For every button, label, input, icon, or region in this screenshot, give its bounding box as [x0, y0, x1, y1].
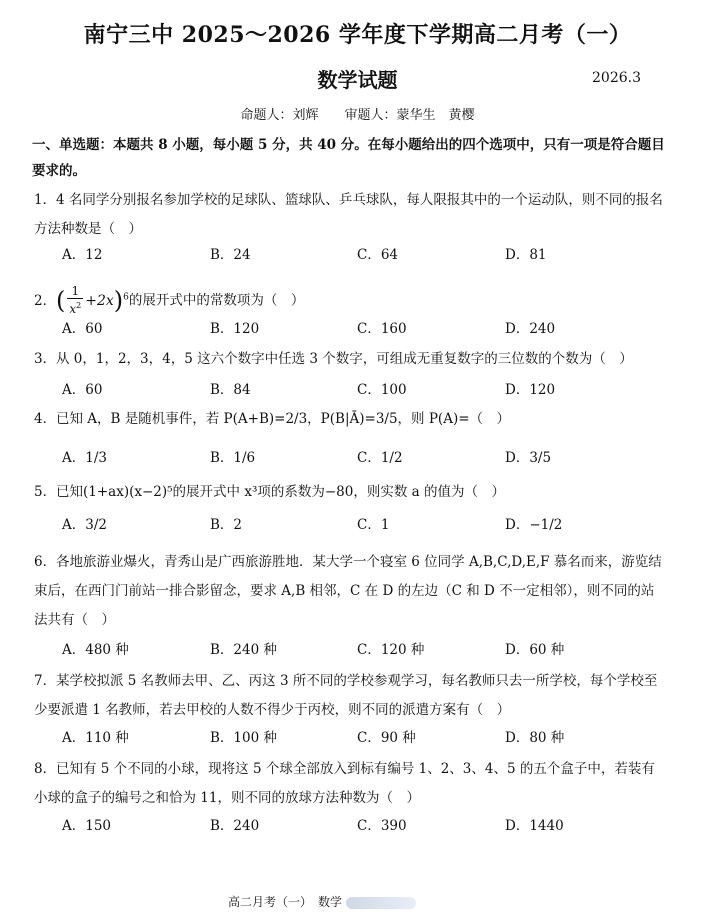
question-5: [34, 478, 664, 507]
question-text: 的展开式中的常数项为（ ）: [128, 292, 305, 309]
question-8-option-B: B．240: [210, 818, 260, 834]
question-number: 3．: [34, 351, 57, 367]
section-heading: 一、单选题：本题共 8 小题，每小题 5 分，共 40 分。在每小题给出的四个选项中，只有一项是符合题目要求的。: [32, 137, 665, 179]
footer-text: 高二月考（一） 数学: [228, 895, 343, 909]
question-5-option-B: B．2: [210, 517, 243, 533]
question-number: 1．: [34, 192, 57, 208]
question-text: 4 名同学分别报名参加学校的足球队、篮球队、乒乓球队，每人限报其中的一个运动队，则不同的报名方法种数是（ ）: [34, 192, 663, 237]
page-footer: [228, 893, 416, 910]
question-1-option-A: A．12: [62, 247, 103, 263]
question-3-option-B: B．84: [210, 382, 251, 398]
question-5-option-A: A．3/2: [62, 517, 107, 533]
question-2: [34, 283, 664, 316]
binomial-expression: ( $\frac{1}{x^2}$ +2x)$^6$: [56, 284, 129, 317]
question-8-option-A: A．150: [62, 818, 112, 834]
question-1: [34, 186, 664, 244]
question-6-option-C: C．120 种: [357, 642, 425, 658]
exam-title: 南宁三中 2025～2026 学年度下学期高二月考（一）: [83, 22, 632, 48]
question-6-option-B: B．240 种: [210, 642, 277, 658]
question-8-option-D: D．1440: [505, 818, 564, 834]
question-7-option-D: D．80 种: [505, 730, 565, 746]
question-number: 4．: [34, 411, 57, 427]
question-4-option-D: D．3/5: [505, 450, 552, 466]
question-number: 6．: [34, 554, 57, 570]
question-1-option-B: B．24: [210, 247, 251, 263]
question-1-option-D: D．81: [505, 247, 547, 263]
question-6: [34, 548, 664, 635]
question-2-option-D: D．240: [505, 321, 556, 337]
question-3-option-A: A．60: [62, 382, 103, 398]
question-text: 某学校拟派 5 名教师去甲、乙、丙这 3 所不同的学校参观学习，每名教师只去一所学校，每个学校至少要派遣 1 名教师，若去甲校的人数不得少于丙校，则不同的派遣方案有（ ）: [34, 673, 658, 718]
question-text: 已知 A，B 是随机事件，若 P(A+B)=2/3，P(B|Ā)=3/5，则 P(A)=（ ）: [56, 411, 511, 427]
question-3-option-C: C．100: [357, 382, 407, 398]
question-text: 已知有 5 个不同的小球，现将这 5 个球全部放入到标有编号 1、2、3、4、5 的五个盒子中，若装有小球的盒子的编号之和恰为 11，则不同的放球方法种数为（ ）: [34, 761, 655, 806]
question-2-option-C: C．160: [357, 321, 407, 337]
question-4-option-C: C．1/2: [357, 450, 403, 466]
question-number: 5．: [34, 484, 57, 500]
question-4: [34, 405, 664, 434]
question-8-option-C: C．390: [357, 818, 407, 834]
question-2-option-A: A．60: [62, 321, 103, 337]
question-text: 从 0，1，2，3，4，5 这六个数字中任选 3 个数字，可组成无重复数字的三位数的个数为（ ）: [56, 351, 633, 367]
question-3: [34, 345, 664, 374]
author-line: 命题人：刘辉 审题人：蒙华生 黄樱: [240, 108, 475, 123]
question-1-option-C: C．64: [357, 247, 399, 263]
question-7-option-C: C．90 种: [357, 730, 416, 746]
question-5-option-C: C．1: [357, 517, 390, 533]
question-4-option-B: B．1/6: [210, 450, 256, 466]
subject-title: 数学试题: [317, 68, 398, 92]
question-number: 7．: [34, 673, 57, 689]
question-2-option-B: B．120: [210, 321, 260, 337]
question-number: 8．: [34, 761, 57, 777]
question-7: [34, 667, 664, 725]
footer-blur-mark: [346, 897, 416, 909]
question-text: 各地旅游业爆火，青秀山是广西旅游胜地．某大学一个寝室 6 位同学 A,B,C,D,E,F 慕名而来，游览结束后，在西门门前站一排合影留念，要求 A,B 相邻，C 在 D 的左边（C 和 D 不一定相邻），则不同的站法共有（ ）: [34, 554, 662, 628]
question-4-option-A: A．1/3: [62, 450, 107, 466]
question-6-option-D: D．60 种: [505, 642, 565, 658]
exam-date: 2026.3: [592, 70, 641, 86]
question-8: [34, 755, 664, 813]
question-text: 已知(1+ax)(x−2)⁵的展开式中 x³项的系数为−80，则实数 a 的值为（ ）: [56, 484, 505, 500]
question-5-option-D: D．−1/2: [505, 517, 563, 533]
question-7-option-B: B．100 种: [210, 730, 277, 746]
question-number: 2．: [34, 292, 57, 309]
question-6-option-A: A．480 种: [62, 642, 129, 658]
question-3-option-D: D．120: [505, 382, 556, 398]
question-7-option-A: A．110 种: [62, 730, 129, 746]
